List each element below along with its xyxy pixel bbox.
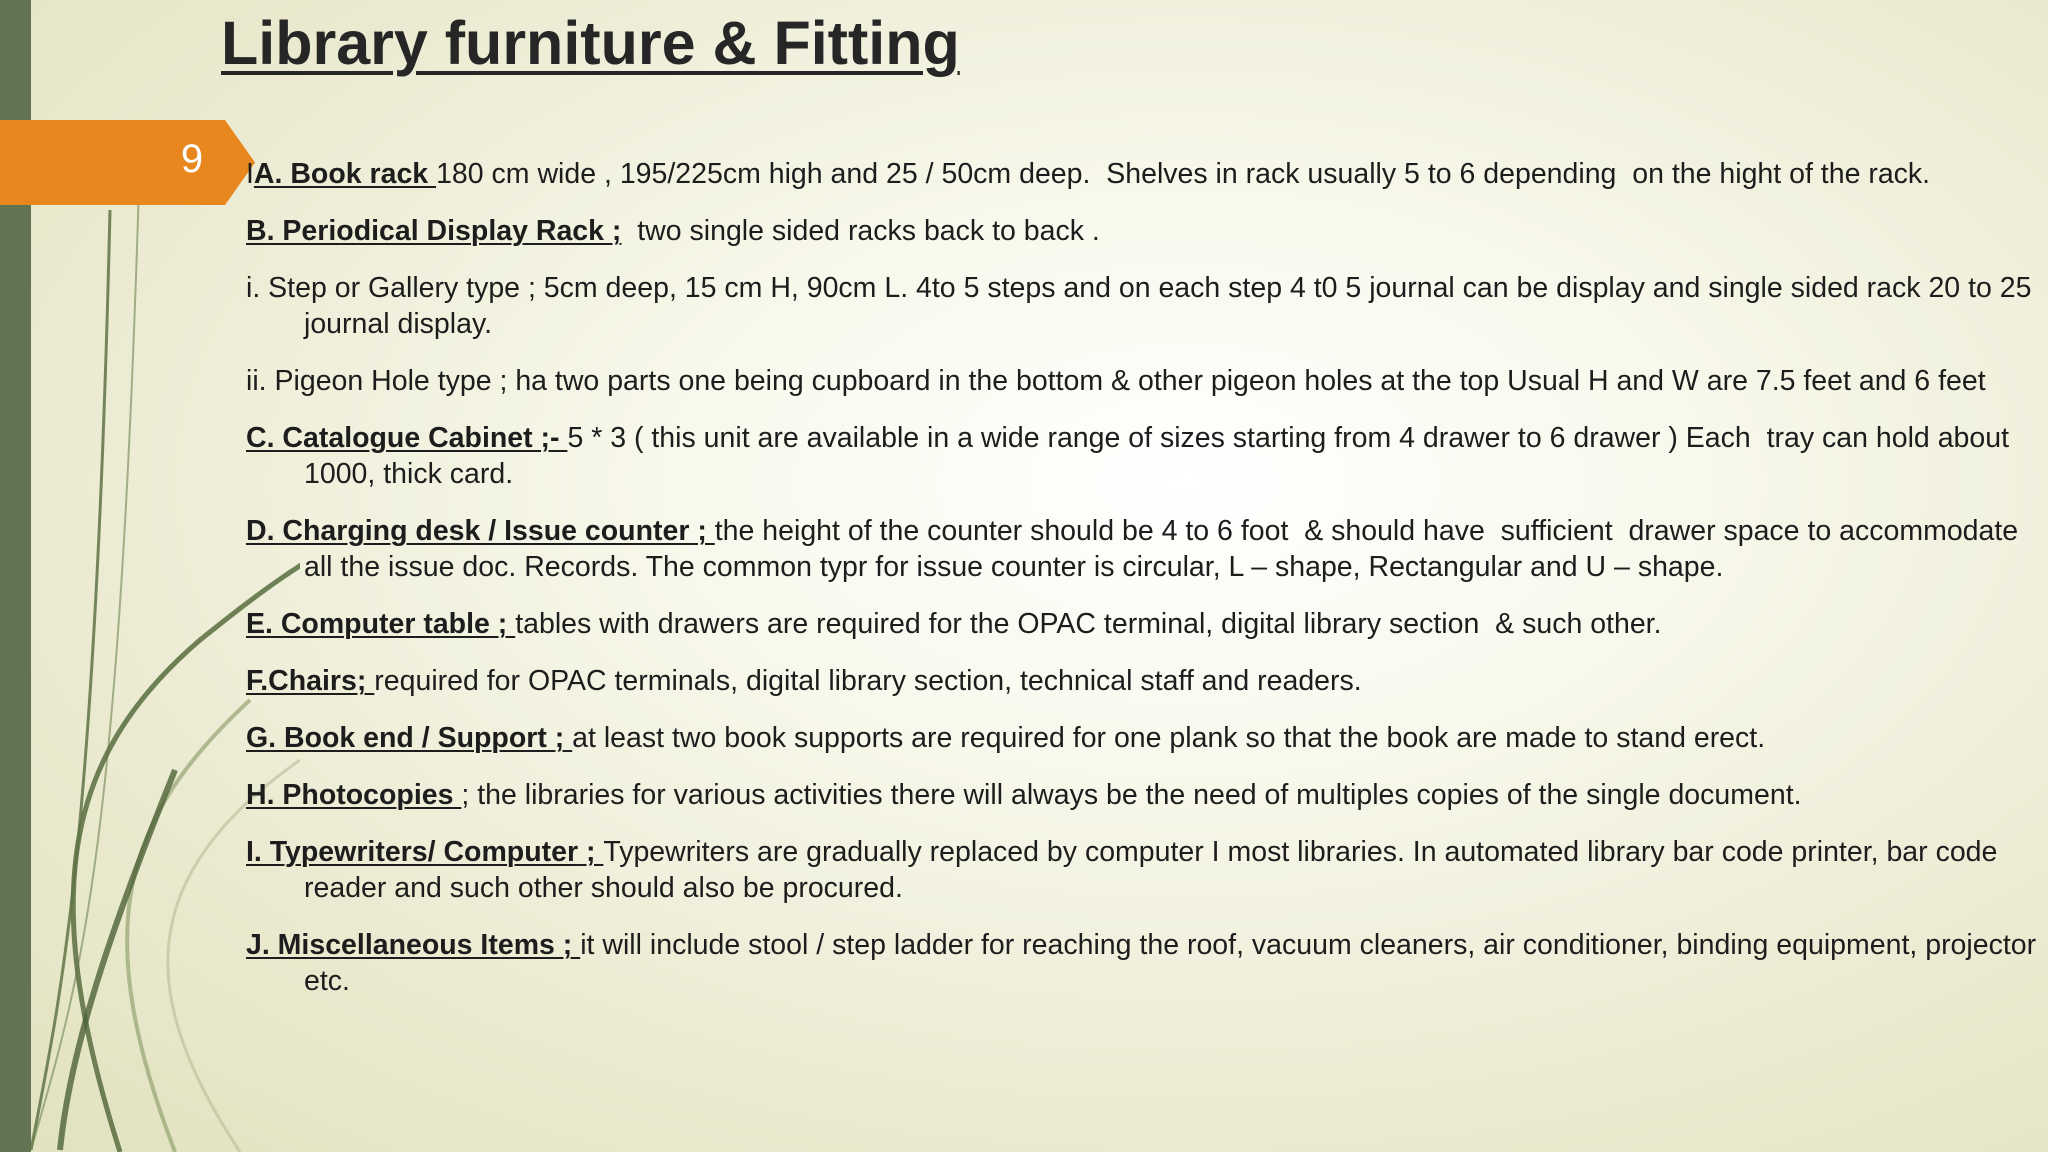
slide-number: 9 bbox=[180, 137, 204, 181]
item-prefix: I bbox=[246, 158, 254, 190]
item-label: I. Typewriters/ Computer ; bbox=[246, 836, 604, 868]
item-label: B. Periodical Display Rack ; bbox=[246, 215, 622, 247]
list-item bbox=[246, 927, 2046, 999]
item-label: G. Book end / Support ; bbox=[246, 722, 573, 754]
slide-title: Library furniture & Fitting bbox=[221, 9, 960, 77]
list-item bbox=[246, 420, 2046, 492]
list-item bbox=[246, 213, 2046, 249]
item-text: required for OPAC terminals, digital library section, technical staff and readers. bbox=[374, 665, 1362, 697]
item-label: A. Book rack bbox=[253, 158, 437, 190]
item-text: it will include stool / step ladder for reaching the roof, vacuum cleaners, air conditioner, binding equipment, projector etc. bbox=[304, 929, 2045, 997]
item-text: 5 * 3 ( this unit are available in a wide range of sizes starting from 4 drawer to 6 drawer ) Each tray can hold about 1000, thick card. bbox=[304, 422, 2017, 490]
item-label: J. Miscellaneous Items ; bbox=[246, 929, 581, 961]
item-label: E. Computer table ; bbox=[246, 608, 516, 640]
list-item bbox=[246, 663, 2046, 699]
item-text: ; the libraries for various activities there will always be the need of multiples copies of the single document. bbox=[461, 779, 1802, 811]
slide-number-badge bbox=[0, 120, 255, 205]
item-label: F.Chairs; bbox=[246, 665, 375, 697]
content-list bbox=[246, 156, 2046, 1020]
item-text: two single sided racks back to back . bbox=[621, 215, 1100, 247]
list-item bbox=[246, 777, 2046, 813]
item-text: at least two book supports are required for one plank so that the book are made to stand erect. bbox=[572, 722, 1766, 754]
item-label: C. Catalogue Cabinet ;- bbox=[246, 422, 568, 454]
item-text: tables with drawers are required for the OPAC terminal, digital library section & such other. bbox=[515, 608, 1662, 640]
list-item bbox=[246, 834, 2046, 906]
list-item bbox=[246, 363, 2046, 399]
item-text: 180 cm wide , 195/225cm high and 25 / 50cm deep. Shelves in rack usually 5 to 6 depending on the hight of the rack. bbox=[436, 158, 1931, 190]
item-label: H. Photocopies bbox=[246, 779, 462, 811]
list-item bbox=[246, 270, 2046, 342]
item-label: D. Charging desk / Issue counter ; bbox=[246, 515, 715, 547]
list-item bbox=[246, 513, 2046, 585]
item-text: Typewriters are gradually replaced by computer I most libraries. In automated library bar code printer, bar code reader and such other should also be procured. bbox=[304, 836, 2006, 904]
item-text: the height of the counter should be 4 to 6 foot & should have sufficient drawer space to accommodate all the issue doc. Records. The common typr for issue counter is circular, L – shape, Rectangular and U – shape. bbox=[304, 515, 2027, 583]
item-text: i. Step or Gallery type ; 5cm deep, 15 cm H, 90cm L. 4to 5 steps and on each step 4 t0 5 journal can be display and single sided rack 20 to 25 journal display. bbox=[246, 272, 2040, 340]
list-item bbox=[246, 156, 2046, 192]
list-item bbox=[246, 720, 2046, 756]
item-text: ii. Pigeon Hole type ; ha two parts one being cupboard in the bottom & other pigeon holes at the top Usual H and W are 7.5 feet and 6 feet bbox=[246, 365, 1986, 397]
list-item bbox=[246, 606, 2046, 642]
